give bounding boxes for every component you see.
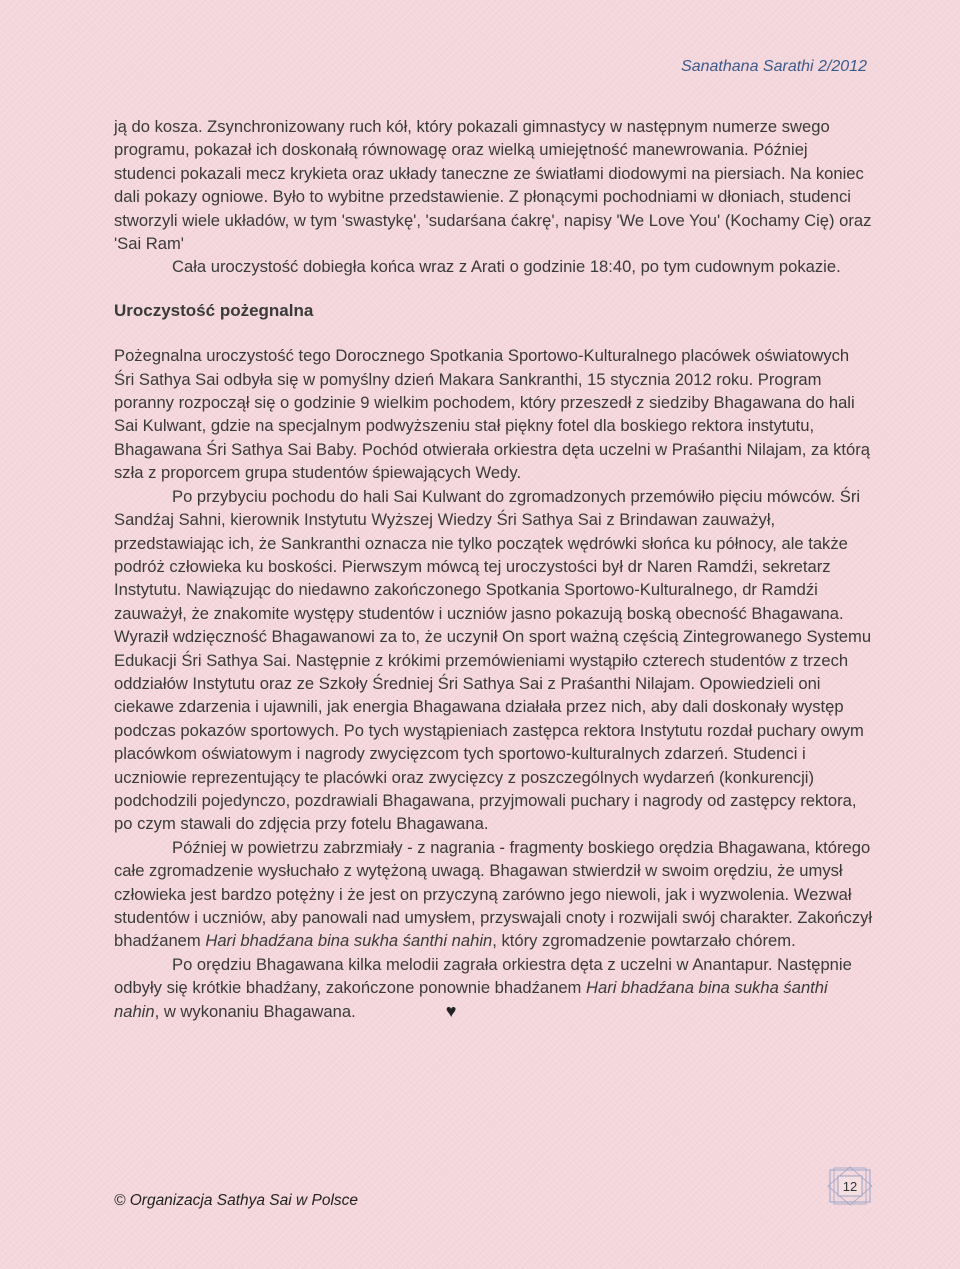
text-run: , który zgromadzenie powtarzało chórem. [492, 931, 796, 951]
footer-copyright: © Organizacja Sathya Sai w Polsce [114, 1192, 359, 1209]
heart-icon: ♥ [445, 1000, 457, 1021]
paragraph: ją do kosza. Zsynchronizowany ruch kół, który pokazali gimnastycy w następnym numerze swego programu, pokazał ich doskonałą równowagę oraz wielką umiejętność manewrowania. Później studenci pokazali mecz krykieta oraz układy taneczne ze światłami diodowymi na piersiach. Na koniec dali pokazy ogniowe. Było to wybitne przedstawienie. Z płonącymi pochodniami w dłoniach, studenci stworzyli wiele układów, w tym 'swastykę', 'sudarśana ćakrę', napisy 'We Love You' (Kochamy Cię) oraz 'Sai Ram' [114, 117, 872, 254]
paragraph [114, 836, 874, 953]
paragraph: Pożegnalna uroczystość tego Dorocznego Spotkania Sportowo-Kulturalnego placówek oświatowych Śri Sathya Sai odbyła się w pomyślny dzień Makara Sankranthi, 15 stycznia 2012 roku. Program poranny rozpoczął się o godzinie 9 wielkim pochodem, który przeszedł z siedziby Bhagawana do hali Sai Kulwant, gdzie na specjalnym podwyższeniu stał piękny fotel dla boskiego rektora instytutu, Bhagawana Śri Sathya Sai Baby. Pochód otwierała orkiestra dęta uczelni w Praśanthi Nilajam, za którą szła z proporcem grupa studentów śpiewających Wedy. [114, 346, 871, 483]
page-number-badge [826, 1166, 874, 1206]
italic-phrase: Hari bhadźana bina sukha śanthi nahin [205, 931, 493, 951]
section-heading: Uroczystość pożegnalna [114, 300, 314, 320]
page-number: 12 [842, 1179, 858, 1194]
text-run: , w wykonaniu Bhagawana. [154, 1001, 356, 1021]
paragraph: Cała uroczystość dobiegła końca wraz z Arati o godzinie 18:40, po tym cudownym pokazie. [172, 257, 841, 277]
running-header: Sanathana Sarathi 2/2012 [681, 58, 867, 75]
text-run: Po orędziu Bhagawana kilka melodii zagrała orkiestra dęta z uczelni w Anantapur. Następnie odbyły się krótkie bhadźany, zakończone ponownie bhadźanem [114, 954, 852, 998]
paragraph [114, 953, 874, 1023]
text-run: Później w powietrzu zabrzmiały - z nagrania - fragmenty boskiego orędzia Bhagawana, którego całe zgromadzenie wysłuchało z wytężoną uwagą. Bhagawan stwierdził w swoim orędziu, że umysł człowieka jest bardzo potężny i że jest on przyczyną zarówno jego niewoli, jak i wyzwolenia. Wezwał studentów i uczniów, aby panowali nad umysłem, przyswajali cnoty i rozwijali swój charakter. Zakończył bhadźanem [114, 837, 873, 951]
article-body [114, 115, 874, 1023]
paragraph: Po przybyciu pochodu do hali Sai Kulwant do zgromadzonych przemówiło pięciu mówców. Śri Sandźaj Sahni, kierownik Instytutu Wyższej Wiedzy Śri Sathya Sai z Brindawan zauważył, przedstawiając ich, że Sankranthi oznacza nie tylko początek wędrówki słońca ku północy, ale także podróż człowieka ku boskości. Pierwszym mówcą tej uroczystości był dr Naren Ramdźi, sekretarz Instytutu. Nawiązując do niedawno zakończonego Spotkania Sportowo-Kulturalnego, dr Ramdźi zauważył, że znakomite występy studentów i uczniów jasno pokazują boską obecność Bhagawana. Wyraził wdzięczność Bhagawanowi za to, że uczynił On sport ważną częścią Zintegrowanego Systemu Edukacji Śri Sathya Sai. Następnie z krókimi przemówieniami wystąpiło czterech studentów z trzech oddziałów Instytutu oraz ze Szkoły Średniej Śri Sathya Sai z Praśanthi Nilajam. Opowiedzieli oni ciekawe zdarzenia i ujawnili, jak energia Bhagawana działała przez nich, aby dali doskonały występ podczas pokazów sportowych. Po tych wystąpieniach zastępca rektora Instytutu rozdał puchary owym placówkom oświatowym i nagrody zwycięzcom tych sportowo-kulturalnych zdarzeń. Studenci i uczniowie reprezentujący te placówki oraz zwycięzcy z poszczególnych wydarzeń (konkurencji) podchodzili pojedynczo, pozdrawiali Bhagawana, przyjmowali puchary i nagrody od zastępcy rektora, po czym stawali do zdjęcia przy fotelu Bhagawana. [114, 486, 872, 834]
italic-phrase: Hari bhadźana bina sukha śanthi nahin [114, 978, 828, 1021]
